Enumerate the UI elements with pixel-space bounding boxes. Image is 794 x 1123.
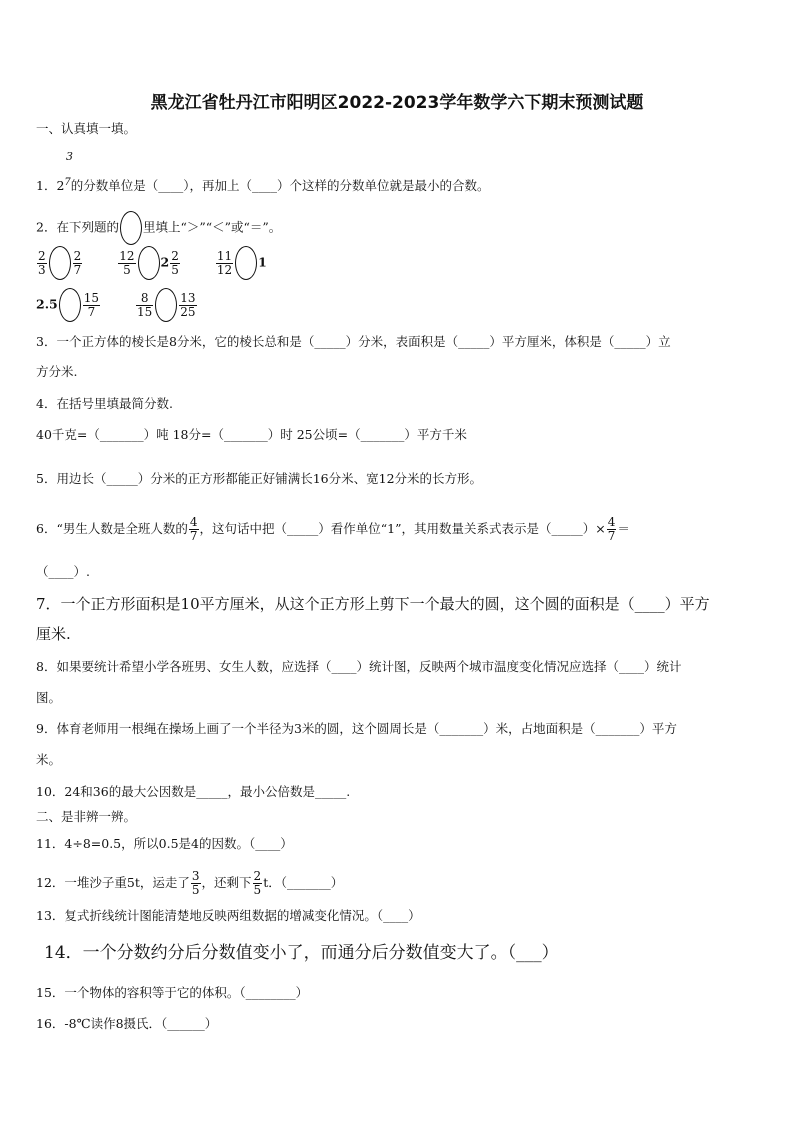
question-8-line-2: 图。 — [36, 690, 62, 705]
question-8-line-1: 8．如果要统计希望小学各班男、女生人数，应选择（____）统计图，反映两个城市温度变化情况应选择（____）统计 — [36, 659, 682, 674]
page-title: 黑龙江省牡丹江市阳明区2022-2023学年数学六下期末预测试题 — [150, 93, 644, 113]
comparison-row-2: 2.5 $\frac{15}{7}$ $\frac{8}{15}$ $\frac{13}{25}$ — [36, 288, 198, 322]
answer-oval[interactable] — [59, 288, 81, 322]
mixed-number-denominator: 7 — [64, 177, 71, 188]
section-1-heading: 一、认真填一填。 — [36, 121, 137, 136]
question-6: 6．“男生人数是全班人数的 $\frac{4}{7}$ ，这句话中把（_____）看作单位“1”，其用数量关系式表示是（_____）× $\frac{4}{7}$ ＝ — [36, 515, 630, 543]
answer-oval[interactable] — [235, 246, 257, 280]
comparison-oval-example — [120, 211, 142, 245]
mixed-number-whole: 2 — [56, 178, 65, 194]
answer-oval[interactable] — [155, 288, 177, 322]
question-12: 12．一堆沙子重5t，运走了 $\frac{3}{5}$ ，还剩下 $\frac{2}{5}$ t．（_______） — [36, 869, 344, 897]
question-3-line-1: 3．一个正方体的棱长是8分米，它的棱长总和是（_____）分米，表面积是（_____）平方厘米，体积是（_____）立 — [36, 334, 671, 349]
question-6-answer: （____）. — [36, 564, 90, 579]
question-16: 16．-8℃读作8摄氏．（______） — [36, 1016, 218, 1031]
question-9-line-2: 米。 — [36, 752, 62, 767]
question-15: 15．一个物体的容积等于它的体积。（________） — [36, 985, 309, 1000]
question-3-line-2: 方分米. — [36, 364, 78, 379]
answer-oval[interactable] — [138, 246, 160, 280]
mixed-number-numerator: 3 — [66, 150, 73, 163]
comparison-row-1: $\frac{2}{3}$ $\frac{2}{7}$ $\frac{12}{5}$ 2 $\frac{2}{5}$ $\frac{11}{12}$ 1 — [36, 246, 267, 280]
question-13: 13．复式折线统计图能清楚地反映两组数据的增减变化情况。（____） — [36, 908, 421, 923]
question-4-blanks: 40千克=（_______）吨 18分=（_______）时 25公顷=（_______）平方千米 — [36, 427, 467, 442]
question-9-line-1: 9．体育老师用一根绳在操场上画了一个半径为3米的圆，这个圆周长是（_______）米，占地面积是（_______）平方 — [36, 721, 677, 736]
question-7-line-1: 7．一个正方形面积是10平方厘米，从这个正方形上剪下一个最大的圆，这个圆的面积是（____）平方 — [36, 595, 710, 613]
question-1: 1．$2^7$的分数单位是（____），再加上（____）个这样的分数单位就是最小的合数。 — [36, 177, 490, 194]
question-14: 14．一个分数约分后分数值变小了，而通分后分数值变大了。（___） — [44, 943, 559, 963]
question-2: 2．在下列题的 里填上“＞”“＜”或“＝”。 — [36, 211, 281, 245]
question-4: 4．在括号里填最简分数. — [36, 396, 173, 411]
question-10: 10．24和36的最大公因数是_____，最小公倍数是_____. — [36, 784, 351, 799]
question-7-line-2: 厘米. — [36, 625, 71, 643]
question-11: 11．4÷8=0.5，所以0.5是4的因数。（____） — [36, 836, 293, 851]
answer-oval[interactable] — [49, 246, 71, 280]
section-2-heading: 二、是非辨一辨。 — [36, 809, 137, 824]
question-5: 5．用边长（_____）分米的正方形都能正好铺满长16分米、宽12分米的长方形。 — [36, 471, 483, 486]
